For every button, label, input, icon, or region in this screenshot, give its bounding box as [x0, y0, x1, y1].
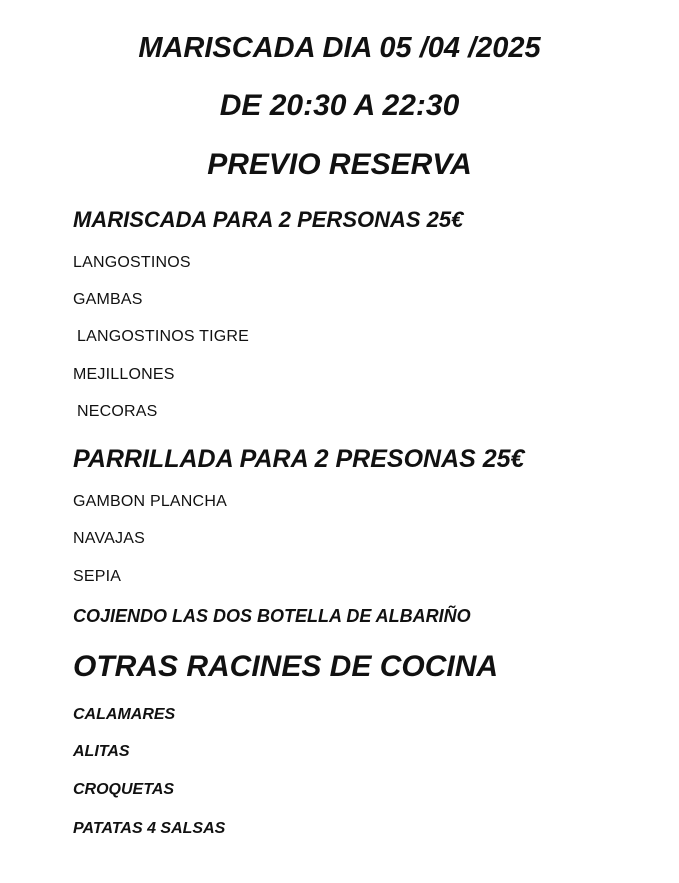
menu-item: LANGOSTINOS TIGRE [77, 328, 250, 345]
menu-item: CROQUETAS [73, 781, 175, 798]
mariscada-title: MARISCADA PARA 2 PERSONAS 25€ [73, 207, 464, 232]
menu-item: GAMBON PLANCHA [73, 493, 227, 510]
menu-item: LANGOSTINOS [73, 254, 191, 271]
event-time: DE 20:30 A 22:30 [219, 89, 460, 122]
menu-item: NAVAJAS [73, 530, 145, 547]
albarino-note: COJIENDO LAS DOS BOTELLA DE ALBARIÑO [73, 606, 471, 626]
menu-item: GAMBAS [73, 291, 143, 308]
reservation-note: PREVIO RESERVA [207, 148, 472, 181]
parrillada-title: PARRILLADA PARA 2 PRESONAS 25€ [73, 445, 525, 473]
otras-title: OTRAS RACINES DE COCINA [73, 650, 499, 683]
menu-item: ALITAS [73, 743, 130, 760]
menu-item: MEJILLONES [73, 366, 175, 383]
event-title: MARISCADA DIA 05 /04 /2025 [138, 32, 541, 64]
menu-item: CALAMARES [73, 706, 176, 723]
menu-item: SEPIA [73, 568, 122, 585]
menu-item: NECORAS [77, 403, 158, 420]
menu-item: PATATAS 4 SALSAS [73, 820, 226, 837]
